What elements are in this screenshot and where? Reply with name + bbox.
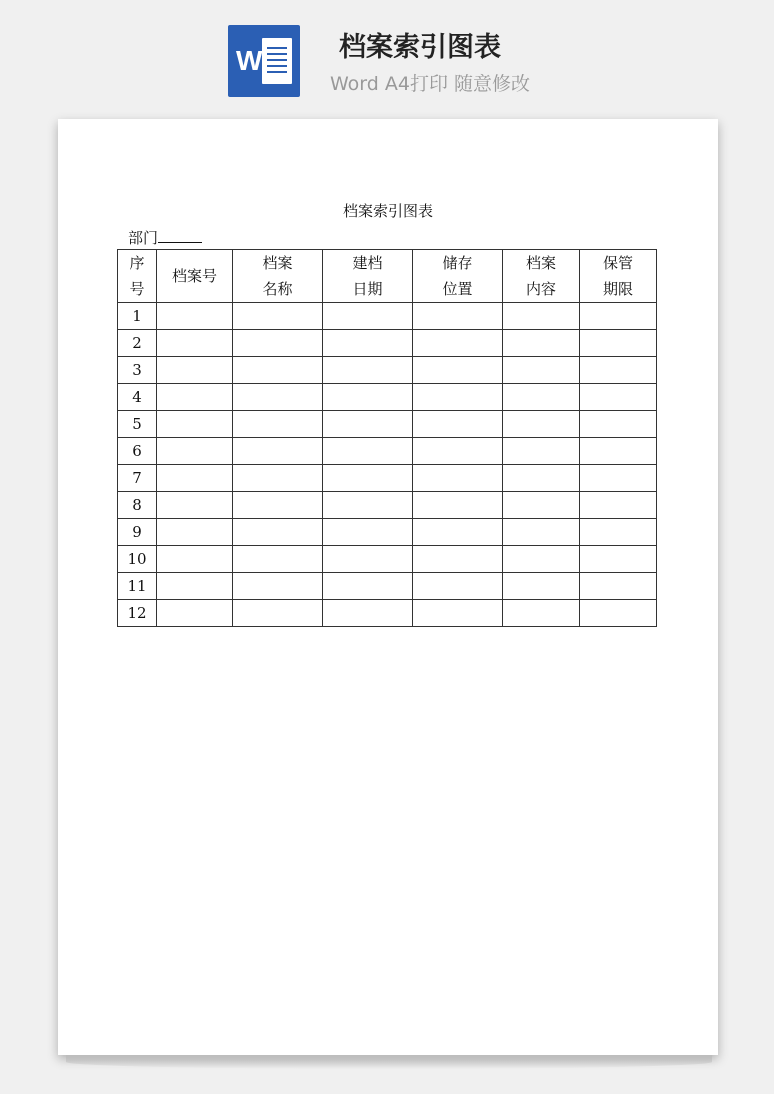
department-blank	[158, 227, 202, 243]
table-cell[interactable]	[233, 519, 323, 546]
table-row	[118, 357, 657, 384]
department-label: 部门	[128, 229, 159, 247]
table-cell[interactable]	[233, 330, 323, 357]
table-cell[interactable]	[580, 465, 657, 492]
word-doc-page-icon	[262, 38, 292, 84]
word-letter: W	[236, 45, 263, 76]
table-cell[interactable]	[233, 438, 323, 465]
row-number-cell: 6	[118, 438, 157, 465]
table-cell[interactable]	[503, 573, 580, 600]
table-cell[interactable]	[503, 546, 580, 573]
document-page	[58, 119, 718, 1055]
table-cell[interactable]	[157, 330, 233, 357]
table-cell[interactable]	[157, 303, 233, 330]
table-cell[interactable]	[323, 357, 413, 384]
table-row	[118, 411, 657, 438]
table-cell[interactable]	[233, 411, 323, 438]
table-cell[interactable]	[157, 519, 233, 546]
row-number-cell: 10	[118, 546, 157, 573]
table-cell[interactable]	[233, 546, 323, 573]
table-cell[interactable]	[323, 492, 413, 519]
table-cell[interactable]	[157, 384, 233, 411]
table-cell[interactable]	[580, 492, 657, 519]
table-cell[interactable]	[503, 438, 580, 465]
header-title: 档案索引图表	[339, 32, 501, 63]
table-cell[interactable]	[413, 438, 503, 465]
table-cell[interactable]	[413, 357, 503, 384]
table-cell[interactable]	[580, 546, 657, 573]
table-cell[interactable]	[580, 438, 657, 465]
table-cell[interactable]	[157, 357, 233, 384]
table-cell[interactable]	[233, 492, 323, 519]
table-cell[interactable]	[157, 438, 233, 465]
table-row	[118, 384, 657, 411]
table-row	[118, 519, 657, 546]
page-shadow	[66, 1055, 712, 1069]
table-cell[interactable]	[503, 465, 580, 492]
row-number-cell: 9	[118, 519, 157, 546]
row-number-cell: 7	[118, 465, 157, 492]
table-cell[interactable]	[157, 465, 233, 492]
col-header-seq: 序 号	[118, 250, 157, 303]
table-cell[interactable]	[580, 519, 657, 546]
table-row	[118, 465, 657, 492]
table-cell[interactable]	[503, 492, 580, 519]
row-number-cell: 12	[118, 600, 157, 627]
table-cell[interactable]	[413, 600, 503, 627]
table-cell[interactable]	[233, 303, 323, 330]
table-cell[interactable]	[580, 384, 657, 411]
table-row	[118, 303, 657, 330]
table-cell[interactable]	[503, 600, 580, 627]
table-cell[interactable]	[233, 573, 323, 600]
table-cell[interactable]	[580, 357, 657, 384]
table-cell[interactable]	[503, 303, 580, 330]
header	[0, 0, 774, 110]
table-cell[interactable]	[413, 492, 503, 519]
table-row	[118, 573, 657, 600]
table-cell[interactable]	[323, 303, 413, 330]
table-cell[interactable]	[233, 384, 323, 411]
row-number-cell: 1	[118, 303, 157, 330]
table-cell[interactable]	[413, 384, 503, 411]
col-header-archive-no: 档案号	[157, 250, 233, 303]
table-cell[interactable]	[157, 546, 233, 573]
table-cell[interactable]	[413, 519, 503, 546]
table-row	[118, 438, 657, 465]
table-cell[interactable]	[503, 411, 580, 438]
document-title: 档案索引图表	[342, 202, 433, 220]
table-cell[interactable]	[323, 330, 413, 357]
table-cell[interactable]	[413, 465, 503, 492]
table-cell[interactable]	[580, 411, 657, 438]
row-number-cell: 11	[118, 573, 157, 600]
table-cell[interactable]	[323, 411, 413, 438]
table-cell[interactable]	[323, 546, 413, 573]
table-cell[interactable]	[233, 357, 323, 384]
index-table	[117, 249, 657, 627]
table-cell[interactable]	[157, 600, 233, 627]
table-cell[interactable]	[233, 600, 323, 627]
table-cell[interactable]	[233, 465, 323, 492]
table-cell[interactable]	[323, 600, 413, 627]
table-cell[interactable]	[503, 357, 580, 384]
table-cell[interactable]	[413, 330, 503, 357]
row-number-cell: 3	[118, 357, 157, 384]
table-cell[interactable]	[580, 600, 657, 627]
row-number-cell: 2	[118, 330, 157, 357]
row-number-cell: 4	[118, 384, 157, 411]
table-row	[118, 492, 657, 519]
table-cell[interactable]	[580, 303, 657, 330]
table-cell[interactable]	[323, 465, 413, 492]
table-header-row	[118, 250, 657, 303]
table-cell[interactable]	[580, 573, 657, 600]
col-header-storage-location: 储存 位置	[413, 250, 503, 303]
table-cell[interactable]	[157, 573, 233, 600]
header-subtitle: Word A4打印 随意修改	[329, 73, 530, 95]
word-doc-icon	[228, 25, 300, 97]
row-number-cell: 8	[118, 492, 157, 519]
table-cell[interactable]	[413, 573, 503, 600]
table-row	[118, 546, 657, 573]
table-cell[interactable]	[503, 384, 580, 411]
table-cell[interactable]	[323, 384, 413, 411]
table-cell[interactable]	[323, 573, 413, 600]
col-header-create-date: 建档 日期	[323, 250, 413, 303]
col-header-archive-name: 档案 名称	[233, 250, 323, 303]
table-cell[interactable]	[157, 492, 233, 519]
table-cell[interactable]	[157, 411, 233, 438]
table-cell[interactable]	[580, 330, 657, 357]
table-cell[interactable]	[323, 519, 413, 546]
table-cell[interactable]	[503, 519, 580, 546]
table-row	[118, 600, 657, 627]
col-header-retention-period: 保管 期限	[580, 250, 657, 303]
table-row	[118, 330, 657, 357]
row-number-cell: 5	[118, 411, 157, 438]
department-field	[128, 227, 202, 248]
table-cell[interactable]	[323, 438, 413, 465]
table-cell[interactable]	[413, 303, 503, 330]
table-cell[interactable]	[413, 411, 503, 438]
table-cell[interactable]	[503, 330, 580, 357]
table-cell[interactable]	[413, 546, 503, 573]
col-header-archive-content: 档案 内容	[503, 250, 580, 303]
